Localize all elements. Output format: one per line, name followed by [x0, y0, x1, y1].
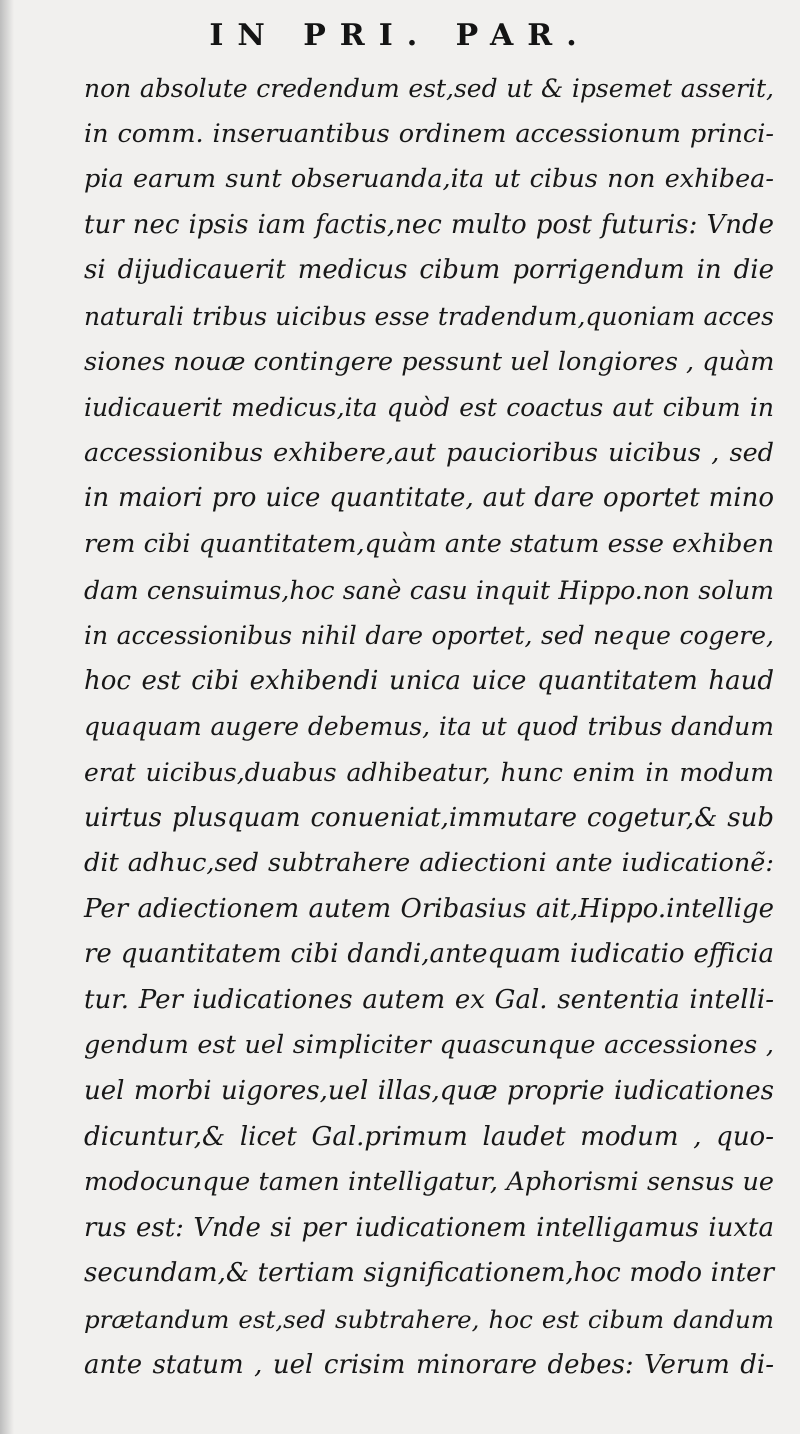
text-line: modocunque tamen intelligatur, Aphorismi sensus ue: [84, 1167, 774, 1198]
text-line: dam censuimus,hoc sanè casu inquit Hippo.non solum: [84, 575, 774, 605]
text-line: si dijudicauerit medicus cibum porrigendum in die: [84, 255, 774, 286]
text-line: accessionibus exhibere,aut paucioribus uicibus , sed: [84, 437, 774, 468]
text-line: dit adhuc,sed subtrahere adiectioni ante iudicationẽ:: [84, 848, 774, 879]
body-text: [84, 66, 774, 1388]
page-gutter-shadow: [0, 0, 14, 1434]
text-line: siones nouæ contingere pessunt uel longiores , quàm: [84, 346, 775, 377]
text-line: gendum est uel simpliciter quascunque accessiones ,: [84, 1030, 774, 1061]
text-line: ante statum , uel crisim minorare debes: Verum di-: [84, 1349, 774, 1380]
text-line: tur nec ipsis iam factis,nec multo post futuris: Vnde: [84, 209, 774, 240]
text-line: re quantitatem cibi dandi,antequam iudicatio efficia: [84, 939, 774, 970]
text-line: rus est: Vnde si per iudicationem intelligamus iuxta: [84, 1212, 774, 1243]
text-line: naturali tribus uicibus esse tradendum,quoniam acces: [84, 301, 774, 331]
text-line: hoc est cibi exhibendi unica uice quantitatem haud: [84, 665, 774, 696]
text-line: non absolute credendum est,sed ut & ipsemet asserit,: [84, 74, 774, 103]
text-line: rem cibi quantitatem,quàm ante statum esse exhiben: [84, 528, 774, 559]
text-line: uirtus plusquam conueniat,immutare cogetur,& sub: [84, 802, 774, 833]
text-line: tur. Per iudicationes autem ex Gal. sententia intelli-: [84, 984, 774, 1015]
text-line: uel morbi uigores,uel illas,quæ proprie iudicationes: [84, 1076, 774, 1107]
text-line: Per adiectionem autem Oribasius ait,Hippo.intellige: [84, 893, 774, 924]
text-line: in accessionibus nihil dare oportet, sed neque cogere,: [84, 621, 774, 651]
text-line: quaquam augere debemus, ita ut quod tribus dandum: [84, 712, 774, 742]
text-line: erat uicibus,duabus adhibeatur, hunc enim in modum: [84, 757, 774, 787]
text-line: secundam,& tertiam significationem,hoc modo inter: [84, 1258, 774, 1289]
text-line: pia earum sunt obseruanda,ita ut cibus non exhibea-: [84, 164, 774, 195]
text-line: prætandum est,sed subtrahere, hoc est cibum dandum: [84, 1305, 774, 1335]
running-head: IN PRI. PAR.: [209, 18, 591, 53]
text-line: in comm. inseruantibus ordinem accessionum princi-: [84, 118, 774, 149]
text-line: in maiori pro uice quantitate, aut dare oportet mino: [84, 483, 774, 514]
text-line: iudicauerit medicus,ita quòd est coactus aut cibum in: [84, 393, 774, 423]
text-line: dicuntur,& licet Gal.primum laudet modum , quo-: [84, 1121, 774, 1152]
